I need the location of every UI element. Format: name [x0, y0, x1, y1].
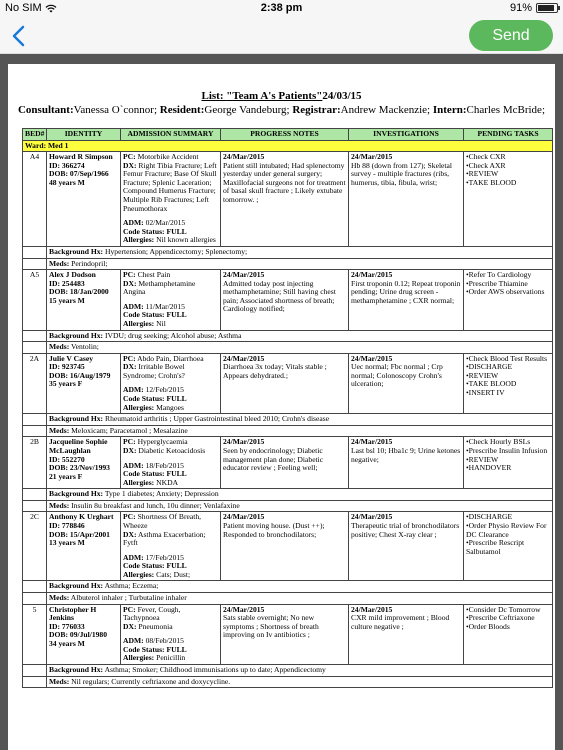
bed-spacer — [23, 258, 47, 270]
task-item: • Refer To Cardiology — [466, 271, 550, 280]
investigation-text: Last bsl 10; Hba1c 9; Urine ketones negative; — [351, 445, 461, 464]
patient-row — [23, 353, 553, 413]
diagnosis — [123, 162, 218, 213]
patient-age: 21 years F — [49, 471, 83, 481]
background-value: Asthma; Eczema; — [104, 581, 159, 591]
presenting-complaint — [123, 606, 218, 623]
meds-row — [23, 500, 553, 512]
code-status-label: Code Status: — [123, 644, 165, 654]
battery-percent: 91% — [509, 2, 532, 14]
progress-notes-cell — [221, 353, 349, 413]
progress-text: Seen by endocrinology; Diabetic management plan done; Diabetic educator review ; Feeling well; — [223, 445, 324, 473]
diagnosis — [123, 363, 218, 380]
carrier-label: No SIM — [5, 2, 42, 14]
progress-date: 24/Mar/2015 — [223, 512, 265, 522]
patient-dob-value: 18/Jan/2000 — [69, 287, 109, 297]
admission-cell — [121, 353, 221, 413]
diagnosis-label: DX: — [123, 445, 137, 455]
admission-date-label: ADM: — [123, 552, 144, 562]
task-item: • DISCHARGE — [466, 363, 550, 372]
bed-spacer — [23, 665, 47, 677]
allergies-label: Allergies: — [123, 653, 155, 663]
patient-name: Howard R Simpson — [49, 152, 113, 162]
admission-date-label: ADM: — [123, 218, 144, 228]
code-status-label: Code Status: — [123, 310, 165, 320]
meds-row — [23, 342, 553, 354]
meds-value: Albuterol inhaler ; Turbutaline inhaler — [70, 593, 187, 603]
progress-notes-cell — [221, 270, 349, 330]
bed-spacer — [23, 330, 47, 342]
diagnosis-label: DX: — [123, 529, 137, 539]
code-status-value: FULL — [166, 394, 187, 404]
list-title-date: 24/03/15 — [322, 90, 362, 102]
meds-cell — [47, 425, 553, 437]
presenting-complaint-label: PC: — [123, 353, 136, 363]
back-chevron-icon[interactable] — [10, 24, 30, 48]
investigation-date: 24/Mar/2015 — [351, 437, 393, 447]
bed-cell: A5 — [23, 270, 47, 330]
task-item: • Check CXR — [466, 153, 550, 162]
patient-dob-label: DOB: — [49, 630, 68, 640]
progress-text: Patient still intubated; Had splenectomy yesterday under general surgery; Maxillofacial surgeons not for treatment of basal skull fracture ; Likely extubate tomorrow. ; — [223, 160, 346, 205]
battery-icon — [536, 3, 558, 13]
patient-dob-label: DOB: — [49, 463, 68, 473]
background-row — [23, 330, 553, 342]
consultant-label: Consultant: — [17, 104, 74, 116]
allergies-label: Allergies: — [123, 235, 155, 245]
allergies — [123, 404, 218, 413]
task-item: • TAKE BLOOD — [466, 179, 550, 188]
staff-line — [8, 104, 555, 116]
status-bar — [0, 0, 563, 18]
background-cell — [47, 489, 553, 501]
allergies — [123, 479, 218, 488]
background-label: Background Hx: — [49, 665, 104, 675]
progress-date: 24/Mar/2015 — [223, 437, 265, 447]
investigations-cell — [349, 353, 464, 413]
background-label: Background Hx: — [49, 489, 104, 499]
resident-name: George Vandeburg; — [204, 104, 290, 116]
diagnosis-value: Asthma Exacerbation; Fytft — [123, 529, 206, 548]
bed-spacer — [23, 489, 47, 501]
patient-id-label: ID: — [49, 160, 60, 170]
patient-age: 34 years M — [49, 638, 85, 648]
investigation-text: First troponin 0.12; Repeat troponin pending; Urine drug screen - methamphetamine ; CXR normal; — [351, 278, 461, 305]
ward-label: Ward: Med 1 — [23, 140, 553, 152]
patient-dob-value: 16/Aug/1979 — [69, 370, 111, 380]
progress-text: Admitted today post injecting methamphetamine; Still having chest pain; Associated shortness of breath; Cardiology notified; — [223, 278, 336, 314]
identity-cell — [47, 353, 121, 413]
patient-row — [23, 604, 553, 664]
admission-date-value: 08/Feb/2015 — [145, 636, 184, 646]
bed-spacer — [23, 581, 47, 593]
identity-cell — [47, 152, 121, 247]
task-item: • Prescribe Insulin Infusion — [466, 447, 550, 456]
background-row — [23, 489, 553, 501]
admission-cell — [121, 437, 221, 489]
investigation-text: Uec normal; Fbc normal ; Crp normal; Colonoscopy Crohn's ulceration; — [351, 362, 443, 389]
allergies-value: Penicillin — [156, 653, 186, 663]
meds-label: Meds: — [49, 342, 70, 352]
presenting-complaint-label: PC: — [123, 270, 136, 280]
progress-text: Sats stable overnight; No new symptoms ; Shortness of breath improving on Iv antibiotics ; — [223, 613, 319, 640]
meds-value: Insulin 8u breakfast and lunch, 10u dinner; Venlafaxine — [71, 500, 240, 510]
admission-cell — [121, 152, 221, 247]
bed-cell: A4 — [23, 152, 47, 247]
presenting-complaint-label: PC: — [123, 152, 136, 162]
identity-cell — [47, 437, 121, 489]
background-row — [23, 246, 553, 258]
presenting-complaint-label: PC: — [123, 604, 136, 614]
investigation-date: 24/Mar/2015 — [351, 270, 393, 280]
patient-id-value: 923745 — [61, 362, 85, 372]
presenting-complaint-label: PC: — [123, 512, 136, 522]
meds-row — [23, 425, 553, 437]
bed-spacer — [23, 342, 47, 354]
pending-tasks-cell — [464, 512, 553, 581]
patient-id-value: 254483 — [61, 278, 85, 288]
presenting-complaint-label: PC: — [123, 437, 136, 447]
pending-tasks-cell — [464, 353, 553, 413]
column-header: BED# — [23, 129, 47, 141]
task-list — [466, 606, 550, 632]
admission-date-label: ADM: — [123, 301, 144, 311]
patient-id-label: ID: — [49, 520, 60, 530]
diagnosis-value: Pneumonia — [138, 621, 173, 631]
patient-dob-label: DOB: — [49, 287, 68, 297]
bed-spacer — [23, 593, 47, 605]
patient-id-label: ID: — [49, 278, 60, 288]
allergies-label: Allergies: — [123, 569, 155, 579]
presenting-complaint — [123, 513, 218, 530]
presenting-complaint-value: Abdo Pain, Diarrhoea — [137, 353, 204, 363]
ward-row — [23, 140, 553, 152]
patient-table — [22, 128, 553, 688]
meds-value: Ventolin; — [71, 342, 99, 352]
meds-cell — [47, 593, 553, 605]
background-cell — [47, 581, 553, 593]
progress-date: 24/Mar/2015 — [223, 270, 265, 280]
task-item: • Consider Dc Tomorrow — [466, 606, 550, 615]
bed-spacer — [23, 246, 47, 258]
admission-date-value: 11/Mar/2015 — [145, 301, 185, 311]
patient-id-label: ID: — [49, 621, 60, 631]
allergies — [123, 320, 218, 329]
diagnosis — [123, 623, 218, 632]
investigations-cell — [349, 604, 464, 664]
background-value: Hypertension; Appendicectomy; Splenectomy; — [105, 246, 248, 256]
allergies — [123, 236, 218, 245]
task-item: • HANDOVER — [466, 464, 550, 473]
task-item: • Order AWS observations — [466, 288, 550, 297]
meds-label: Meds: — [49, 258, 70, 268]
background-row — [23, 581, 553, 593]
list-title — [8, 90, 555, 102]
investigation-text: CXR mild improvement ; Blood culture negative ; — [351, 613, 450, 631]
admission-date-value: 02/Mar/2015 — [145, 218, 186, 228]
task-item: • Check Hourly BSLs — [466, 438, 550, 447]
task-item: • Order Physio Review For DC Clearance — [466, 522, 550, 539]
background-cell — [47, 330, 553, 342]
code-status-value: FULL — [166, 310, 187, 320]
background-cell — [47, 246, 553, 258]
background-row — [23, 665, 553, 677]
diagnosis — [123, 280, 218, 297]
bed-spacer — [23, 414, 47, 426]
bed-spacer — [23, 676, 47, 688]
investigation-date: 24/Mar/2015 — [351, 604, 393, 614]
task-item: • REVIEW — [466, 170, 550, 179]
presenting-complaint-value: Shortness Of Breath, Wheeze — [123, 512, 202, 530]
meds-label: Meds: — [49, 593, 70, 603]
allergies-value: Cats; Dust; — [156, 569, 191, 579]
clock: 2:38 pm — [260, 2, 303, 14]
column-header: ADMISSION SUMMARY — [121, 129, 221, 141]
bed-cell: 2A — [23, 353, 47, 413]
patient-dob-label: DOB: — [49, 370, 68, 380]
task-item: • DISCHARGE — [466, 513, 550, 522]
pending-tasks-cell — [464, 152, 553, 247]
pending-tasks-cell — [464, 437, 553, 489]
code-status-label: Code Status: — [123, 394, 165, 404]
patient-id-value: 366274 — [61, 160, 85, 170]
code-status-label: Code Status: — [123, 561, 165, 571]
patient-name: Christopher H Jenkins — [49, 604, 97, 623]
task-item: • Order Bloods — [466, 623, 550, 632]
patient-id-value: 776033 — [61, 621, 85, 631]
allergies-value: Nil known allergies — [156, 235, 216, 245]
background-label: Background Hx: — [49, 246, 104, 256]
background-label: Background Hx: — [49, 414, 104, 424]
meds-cell — [47, 342, 553, 354]
patient-id-value: 778846 — [61, 520, 85, 530]
allergies — [123, 654, 218, 663]
admission-cell — [121, 270, 221, 330]
allergies-label: Allergies: — [123, 402, 155, 412]
registrar-label: Registrar: — [292, 104, 341, 116]
background-cell — [47, 665, 553, 677]
progress-date: 24/Mar/2015 — [223, 604, 265, 614]
patient-name: Alex J Dodson — [49, 270, 96, 280]
task-item: • REVIEW — [466, 456, 550, 465]
task-list — [466, 513, 550, 556]
patient-name: Anthony K Urghart — [49, 512, 114, 522]
admission-date-value: 18/Feb/2015 — [145, 460, 184, 470]
patient-row — [23, 437, 553, 489]
patient-row — [23, 152, 553, 247]
investigations-cell — [349, 512, 464, 581]
task-list — [466, 271, 550, 297]
patient-dob-value: 07/Sep/1966 — [69, 169, 109, 179]
patient-id-label: ID: — [49, 362, 60, 372]
background-value: Asthma; Smoker; Childhood immunisations up to date; Appendicectomy — [104, 665, 326, 675]
diagnosis-value: Diabetic Ketoacidosis — [138, 445, 206, 455]
meds-row — [23, 593, 553, 605]
patient-id-value: 552270 — [61, 454, 85, 464]
patient-row — [23, 512, 553, 581]
identity-cell — [47, 270, 121, 330]
allergies-value: NKDA — [156, 477, 179, 487]
intern-label: Intern: — [432, 104, 467, 116]
patient-age: 48 years M — [49, 177, 85, 187]
admission-date-value: 17/Feb/2015 — [145, 552, 184, 562]
diagnosis-value: Irritable Bowel Syndrome; Crohn's? — [123, 362, 185, 380]
background-value: IVDU; drug seeking; Alcohol abuse; Asthma — [105, 330, 242, 340]
bed-cell: 2C — [23, 512, 47, 581]
patient-dob-label: DOB: — [49, 529, 68, 539]
patient-dob-value: 09/Jul/1980 — [69, 630, 108, 640]
bed-spacer — [23, 425, 47, 437]
column-header: PENDING TASKS — [464, 129, 553, 141]
meds-cell — [47, 258, 553, 270]
background-label: Background Hx: — [49, 330, 104, 340]
progress-notes-cell — [221, 604, 349, 664]
investigation-date: 24/Mar/2015 — [351, 512, 393, 522]
task-list — [466, 355, 550, 398]
investigation-date: 24/Mar/2015 — [351, 353, 393, 363]
patient-dob-value: 23/Nov/1993 — [69, 463, 110, 473]
bed-cell: 2B — [23, 437, 47, 489]
background-cell — [47, 414, 553, 426]
document-preview[interactable] — [0, 54, 563, 750]
code-status-value: FULL — [166, 644, 187, 654]
diagnosis — [123, 531, 218, 548]
progress-date: 24/Mar/2015 — [223, 152, 265, 162]
battery — [510, 2, 558, 14]
column-header: INVESTIGATIONS — [349, 129, 464, 141]
task-item: • Check AXR — [466, 162, 550, 171]
code-status-value: FULL — [166, 469, 187, 479]
patient-age: 35 years F — [49, 379, 83, 389]
admission-cell — [121, 604, 221, 664]
patient-row — [23, 270, 553, 330]
list-title-label: List: — [201, 90, 227, 102]
code-status-value: FULL — [166, 226, 187, 236]
task-item: • TAKE BLOOD — [466, 380, 550, 389]
presenting-complaint-value: Motorbike Accident — [137, 152, 199, 162]
column-header: IDENTITY — [47, 129, 121, 141]
meds-row — [23, 258, 553, 270]
investigation-text: Therapeutic trial of bronchodilators positive; Chest X-ray clear ; — [351, 520, 460, 539]
progress-notes-cell — [221, 437, 349, 489]
background-row — [23, 414, 553, 426]
pending-tasks-cell — [464, 270, 553, 330]
intern-name: Charles McBride; — [466, 104, 545, 116]
admission-date-value: 12/Feb/2015 — [145, 385, 184, 395]
diagnosis-label: DX: — [123, 362, 137, 372]
presenting-complaint-value: Fever, Cough, Tachypnoea — [123, 604, 181, 623]
patient-age: 13 years M — [49, 538, 85, 548]
task-item: • Prescribe Rescript Salbutamol — [466, 539, 550, 556]
task-item: • REVIEW — [466, 372, 550, 381]
nav-bar — [0, 18, 563, 54]
code-status-label: Code Status: — [123, 226, 165, 236]
document-page — [8, 64, 555, 750]
allergies-value: Nil — [156, 318, 166, 328]
progress-text: Diarrhoea 3x today; Vitals stable ; Appears dehydrated.; — [223, 362, 327, 380]
allergies — [123, 571, 218, 580]
admission-cell — [121, 512, 221, 581]
registrar-name: Andrew Mackenzie; — [340, 104, 431, 116]
column-header: PROGRESS NOTES — [221, 129, 349, 141]
diagnosis-label: DX: — [123, 160, 137, 170]
progress-notes-cell — [221, 512, 349, 581]
background-value: Type 1 diabetes; Anxiety; Depression — [104, 489, 219, 499]
meds-cell — [47, 676, 553, 688]
code-status-label: Code Status: — [123, 469, 165, 479]
meds-cell — [47, 500, 553, 512]
consultant-name: Vanessa O`connor; — [73, 104, 158, 116]
meds-value: Meloxicam; Paracetamol ; Mesalazine — [71, 425, 188, 435]
bed-cell: 5 — [23, 604, 47, 664]
investigations-cell — [349, 437, 464, 489]
send-button[interactable]: Send — [469, 20, 553, 51]
code-status-value: FULL — [166, 561, 187, 571]
task-list — [466, 438, 550, 472]
meds-value: Perindopril; — [71, 258, 108, 268]
meds-label: Meds: — [49, 676, 70, 686]
task-list — [466, 153, 550, 187]
list-title-name: "Team A's Patients" — [226, 90, 323, 102]
identity-cell — [47, 512, 121, 581]
investigations-cell — [349, 270, 464, 330]
task-item: • Check Blood Test Results — [466, 355, 550, 364]
task-item: • Prescribe Ceftriaxone — [466, 614, 550, 623]
investigations-cell — [349, 152, 464, 247]
progress-text: Patient moving house. (Dust ++); Responded to bronchodilators; — [223, 520, 325, 539]
pending-tasks-cell — [464, 604, 553, 664]
bed-spacer — [23, 500, 47, 512]
admission-date-label: ADM: — [123, 636, 144, 646]
investigation-text: Hb 88 (down from 127); Skeletal survey - multiple fractures (ribs, humerus, tibia, fibula, wrist; — [351, 160, 453, 187]
progress-date: 24/Mar/2015 — [223, 353, 265, 363]
meds-label: Meds: — [49, 425, 70, 435]
patient-name: Jacqueline Sophie McLaughlan — [49, 437, 108, 455]
allergies-label: Allergies: — [123, 318, 155, 328]
investigation-date: 24/Mar/2015 — [351, 152, 393, 162]
presenting-complaint-value: Hyperglycaemia — [137, 437, 188, 447]
background-value: Rheumatoid arthritis ; Upper Gastrointestinal bleed 2010; Crohn's disease — [105, 414, 330, 424]
allergies-value: Mangoes — [156, 402, 184, 412]
progress-notes-cell — [221, 152, 349, 247]
resident-label: Resident: — [159, 104, 205, 116]
diagnosis — [123, 447, 218, 456]
meds-label: Meds: — [49, 500, 70, 510]
allergies-label: Allergies: — [123, 477, 155, 487]
meds-value: Nil regulars; Currently ceftriaxone and doxycycline. — [71, 676, 231, 686]
background-label: Background Hx: — [49, 581, 104, 591]
diagnosis-value: Methamphetamine Angina — [123, 278, 196, 297]
patient-age: 15 years M — [49, 295, 85, 305]
patient-name: Julie V Casey — [49, 353, 94, 363]
patient-id-label: ID: — [49, 454, 60, 464]
meds-row — [23, 676, 553, 688]
diagnosis-label: DX: — [123, 621, 137, 631]
diagnosis-value: Right Tibia Fracture; Left Femur Fracture; Base Of Skull Fracture; Splenic Laceration; Compound Humerus Fracture; Multiple Rib Fractures; Left Pneumothorax — [123, 160, 217, 213]
admission-date-label: ADM: — [123, 385, 144, 395]
patient-dob-value: 15/Apr/2001 — [69, 529, 110, 539]
presenting-complaint-value: Chest Pain — [137, 270, 171, 280]
diagnosis-label: DX: — [123, 278, 137, 288]
admission-date-label: ADM: — [123, 460, 144, 470]
table-header — [23, 129, 553, 141]
identity-cell — [47, 604, 121, 664]
patient-dob-label: DOB: — [49, 169, 68, 179]
task-item: • INSERT IV — [466, 389, 550, 398]
task-item: • Prescribe Thiamine — [466, 280, 550, 289]
